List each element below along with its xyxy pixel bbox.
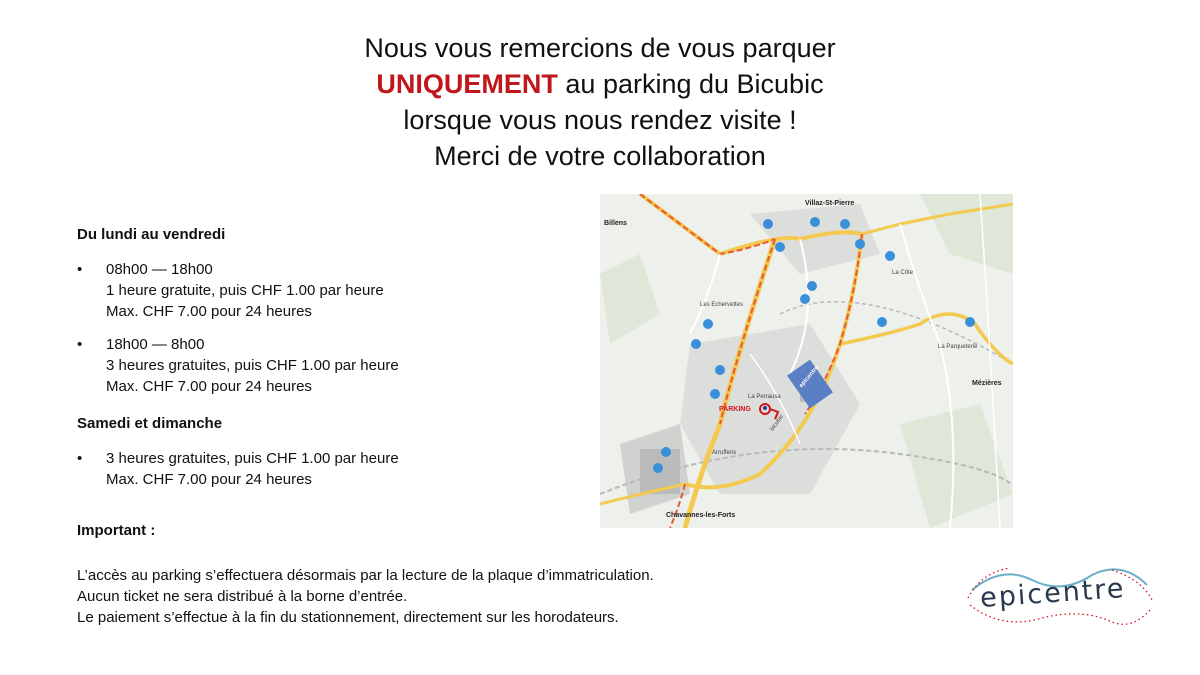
headline-line-1: Nous vous remercions de vous parquer — [364, 33, 836, 63]
map-label-bicubic: bicubic — [769, 413, 786, 433]
weekdays-title: Du lundi au vendredi — [77, 226, 226, 243]
tariff-time: 18h00 — 8h00 — [106, 336, 205, 353]
weekend-title: Samedi et dimanche — [77, 415, 223, 432]
tariff-max: Max. CHF 7.00 pour 24 heures — [106, 471, 312, 488]
map-label-mezieres: Mézières — [972, 380, 1002, 387]
headline-line-4: Merci de votre collaboration — [434, 141, 766, 171]
tariff-item — [77, 259, 577, 322]
bullet-dot: • — [77, 450, 83, 467]
tariff-item — [77, 334, 577, 397]
headline — [0, 30, 1200, 174]
tariff-max: Max. CHF 7.00 pour 24 heures — [106, 378, 312, 395]
headline-line-2 — [0, 66, 1200, 102]
note-line: Le paiement s’effectue à la fin du stationnement, directement sur les horodateurs. — [77, 609, 619, 626]
map-label-billens: Billens — [604, 220, 627, 227]
note-line: Aucun ticket ne sera distribué à la borne d’entrée. — [77, 588, 408, 605]
tariff-rate: 1 heure gratuite, puis CHF 1.00 par heure — [106, 282, 384, 299]
tariff-time: 08h00 — 18h00 — [106, 261, 213, 278]
important-notes — [77, 565, 654, 628]
tariff-max: Max. CHF 7.00 pour 24 heures — [106, 303, 312, 320]
tariff-rate: 3 heures gratuites, puis CHF 1.00 par heure — [106, 450, 399, 467]
logo-text: epicentre — [979, 572, 1127, 615]
map-label-echervettes: Les Echervettes — [700, 302, 744, 308]
note-line: L’accès au parking s’effectuera désormais par la lecture de la plaque d’immatriculation. — [77, 567, 654, 584]
tariff-rate: 3 heures gratuites, puis CHF 1.00 par heure — [106, 357, 399, 374]
headline-line-2-rest: au parking du Bicubic — [557, 69, 824, 99]
map-label-arrufens: Arruffens — [712, 450, 737, 456]
headline-line-3: lorsque vous nous rendez visite ! — [403, 105, 797, 135]
headline-emphasis: UNIQUEMENT — [376, 69, 558, 99]
epicentre-logo — [962, 560, 1157, 632]
map-label-parking: PARKING — [719, 406, 751, 413]
location-map — [600, 194, 1013, 528]
map-label-cote: La Côte — [892, 270, 914, 276]
bullet-dot: • — [77, 261, 83, 278]
bullet-dot: • — [77, 336, 83, 353]
tariff-item — [77, 448, 577, 490]
map-label-perrausa: La Perrausa — [748, 394, 781, 400]
map-label-villaz: Villaz-St-Pierre — [805, 200, 855, 207]
map-label-epicentre: epicentre — [798, 364, 821, 390]
important-title: Important : — [77, 522, 156, 539]
map-label-chavannes: Chavannes-les-Forts — [666, 512, 736, 519]
map-graphic — [600, 194, 1013, 528]
parking-tariffs — [77, 224, 577, 502]
map-label-parquerie: La Parqueterie — [938, 344, 978, 350]
